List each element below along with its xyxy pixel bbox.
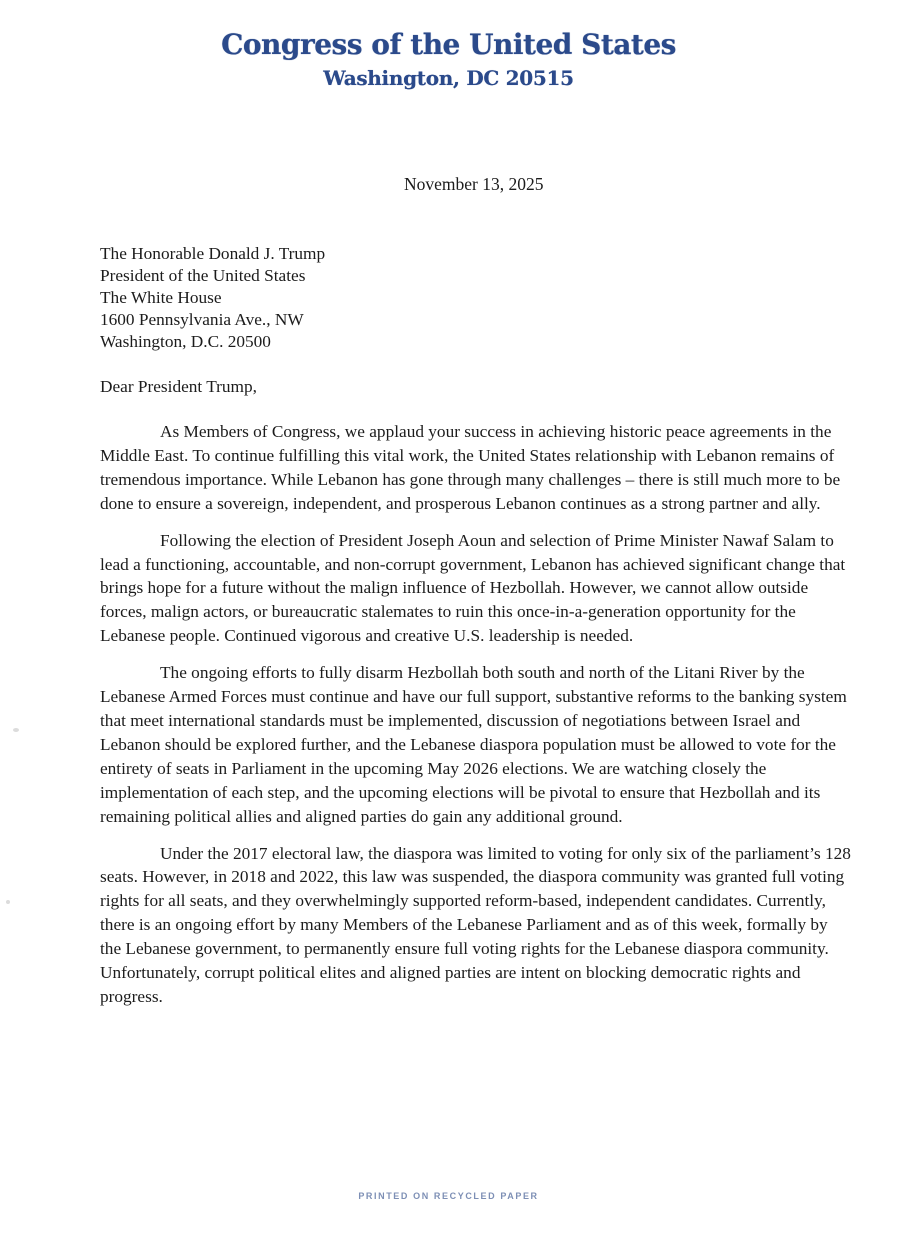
paragraph-4: Under the 2017 electoral law, the diaspora was limited to voting for only six of the parliament’s 128 seats. However, in 2018 and 2022, this law was suspended, the diaspora community was granted full voting rights for all seats, and they overwhelmingly supported reform-based, independent candidates. Currently, there is an ongoing effort by many Members of the Lebanese Parliament and as of this week, formally by the Lebanese government, to permanently ensure full voting rights for the Lebanese diaspora community. Unfortunately, corrupt political elites and aligned parties are intent on blocking democratic rights and progress. (100, 843, 851, 1006)
recipient-title: President of the United States (100, 266, 306, 285)
recipient-address-block (100, 243, 325, 353)
letterhead-title: Congress of the United States (221, 28, 676, 61)
paragraph-2: Following the election of President Joseph Aoun and selection of Prime Minister Nawaf Salam to lead a functioning, accountable, and non-corrupt government, Lebanon has achieved significant change that brings hope for a future without the malign influence of Hezbollah. However, we cannot allow outside forces, malign actors, or bureaucratic stalemates to ruin this once-in-a-generation opportunity for the Lebanese people. Continued vigorous and creative U.S. leadership is needed. (100, 530, 846, 646)
recipient-street: 1600 Pennsylvania Ave., NW (100, 310, 304, 329)
recipient-org: The White House (100, 288, 222, 307)
paragraph-3: The ongoing efforts to fully disarm Hezbollah both south and north of the Litani River by the Lebanese Armed Forces must continue and have our full support, substantive reforms to the banking system that meet international standards must be implemented, discussion of negotiations between Israel and Lebanon should be explored further, and the Lebanese diaspora population must be allowed to vote for the entirety of seats in Parliament in the upcoming May 2026 elections. We are watching closely the implementation of each step, and the upcoming elections will be pivotal to ensure that Hezbollah and its remaining political allies and aligned parties do gain any additional ground. (100, 663, 847, 826)
letter-body (100, 420, 852, 1022)
recipient-city: Washington, D.C. 20500 (100, 332, 271, 351)
letterhead (0, 30, 897, 90)
scan-artifact (13, 728, 19, 732)
letter-date: November 13, 2025 (404, 174, 544, 194)
paragraph-1: As Members of Congress, we applaud your success in achieving historic peace agreements in the Middle East. To continue fulfilling this vital work, the United States relationship with Lebanon remains of tremendous importance. While Lebanon has gone through many challenges – there is still much more to be done to ensure a sovereign, independent, and prosperous Lebanon continues as a strong partner and ally. (100, 422, 841, 513)
salutation: Dear President Trump, (100, 377, 257, 396)
recipient-name: The Honorable Donald J. Trump (100, 244, 326, 263)
letterhead-subtitle: Washington, DC 20515 (323, 65, 574, 90)
recycled-paper-notice: PRINTED ON RECYCLED PAPER (358, 1191, 539, 1201)
scan-artifact (6, 900, 10, 904)
